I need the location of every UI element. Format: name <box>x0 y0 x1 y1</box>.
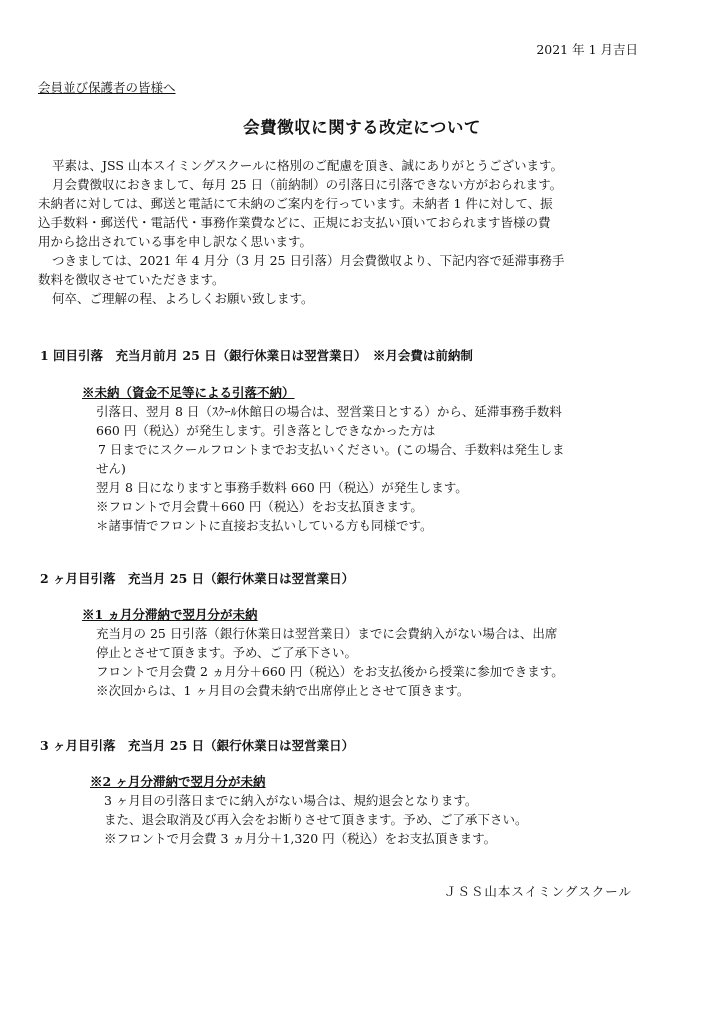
section2-body <box>96 624 564 700</box>
section1-line: 翌月 8 日になりますと事務手数料 660 円（税込）が発生します。 <box>96 480 468 495</box>
intro-line: 月会費徴収におきまして、毎月 25 日（前納制）の引落日に引落できない方がおられます。 <box>52 177 563 192</box>
section2-subheading: ※1 ヵ月分滞納で翌月分が未納 <box>82 607 258 622</box>
intro-line: 平素は、JSS 山本スイミングスクールに格別のご配慮を頂き、誠にありがとうございます。 <box>52 158 564 173</box>
intro-line: つきましては、2021 年 4 月分（3 月 25 日引落）月会費徴収より、下記内容で延滞事務手 <box>52 253 565 268</box>
intro-line: 数料を徴収させていただきます。 <box>38 272 225 287</box>
section1-line: ※フロントで月会費＋660 円（税込）をお支払頂きます。 <box>96 499 423 514</box>
section2-line: 充当月の 25 日引落（銀行休業日は翌営業日）までに会費納入がない場合は、出席 <box>96 626 558 641</box>
section3-line: 3 ヶ月目の引落日までに納入がない場合は、規約退会となります。 <box>104 793 478 808</box>
addressee: 会員並び保護者の皆様へ <box>38 80 176 95</box>
section1-heading: 1 回目引落 充当月前月 25 日（銀行休業日は翌営業日） ※月会費は前納制 <box>40 348 473 363</box>
document-date: 2021 年 1 月吉日 <box>536 42 638 57</box>
section1-body <box>96 402 565 535</box>
section3-subheading: ※2 ヶ月分滞納で翌月分が未納 <box>90 774 266 789</box>
section3-line: ※フロントで月会費 3 ヵ月分＋1,320 円（税込）をお支払頂きます。 <box>104 831 497 846</box>
section1-line: 引落日、翌月 8 日（ｽｸｰﾙ休館日の場合は、翌営業日とする）から、延滞事務手数料 <box>96 404 562 419</box>
section3-body <box>104 791 528 848</box>
section2-line: 停止とさせて頂きます。予め、ご了承下さい。 <box>96 645 358 660</box>
section1-line: 660 円（税込）が発生します。引き落としできなかった方は <box>96 423 436 438</box>
section2-line: ※次回からは、1 ヶ月目の会費未納で出席停止とさせて頂きます。 <box>96 683 470 698</box>
intro-line: 用から捻出されている事を申し訳なく思います。 <box>38 234 313 249</box>
section1-line: 7 日までにスクールフロントまでお支払いください。(この場合、手数料は発生しま <box>98 442 565 457</box>
section2-heading: 2 ヶ月目引落 充当月 25 日（銀行休業日は翌営業日） <box>40 571 355 586</box>
intro-line: 何卒、ご理解の程、よろしくお願い致します。 <box>52 291 314 306</box>
signature: ＪＳＳ山本スイミングスクール <box>443 884 632 899</box>
section2-line: フロントで月会費 2 ヵ月分＋660 円（税込）をお支払後から授業に参加できます。 <box>96 664 564 679</box>
intro-line: 込手数料・郵送代・電話代・事務作業費などに、正規にお支払い頂いておられます皆様の費 <box>38 215 551 230</box>
page-title: 会費徴収に関する改定について <box>243 118 481 137</box>
intro-line: 未納者に対しては、郵送と電話にて未納のご案内を行っています。未納者 1 件に対して、振 <box>38 196 553 211</box>
section1-line: ＊諸事情でフロントに直接お支払いしている方も同様です。 <box>96 518 433 533</box>
section1-subheading: ※未納（資金不足等による引落不納） <box>82 385 295 400</box>
intro-paragraph <box>38 156 564 308</box>
section3-heading: 3 ヶ月目引落 充当月 25 日（銀行休業日は翌営業日） <box>40 738 355 753</box>
section1-line: せん) <box>96 461 126 476</box>
section3-line: また、退会取消及び再入会をお断りさせて頂きます。予め、ご了承下さい。 <box>104 812 528 827</box>
